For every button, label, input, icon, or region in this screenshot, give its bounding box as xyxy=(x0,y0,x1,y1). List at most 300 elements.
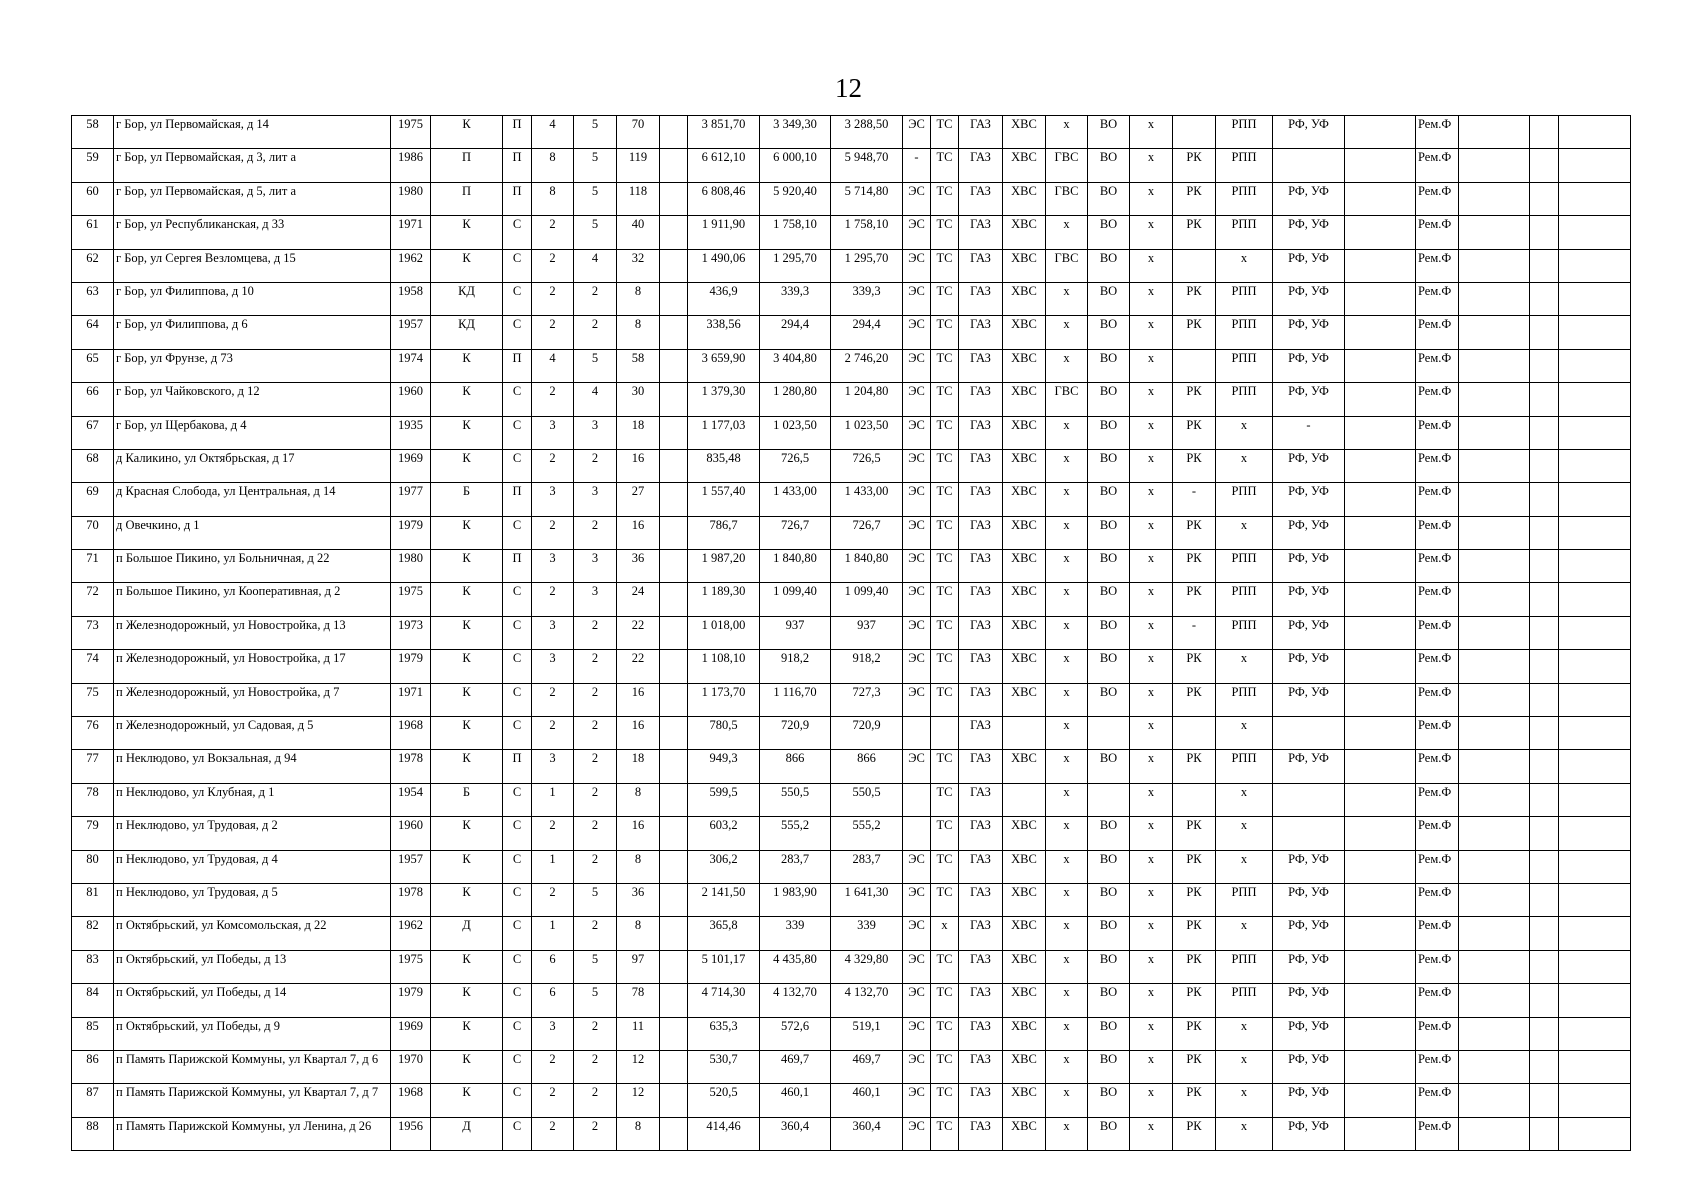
table-cell: 8 xyxy=(617,850,660,883)
table-cell xyxy=(1459,950,1530,983)
table-cell: ЭС xyxy=(903,683,931,716)
table-cell xyxy=(1345,817,1416,850)
table-cell xyxy=(1459,449,1530,482)
table-cell: ЭС xyxy=(903,616,931,649)
table-cell: РПП xyxy=(1216,316,1273,349)
table-cell: ТС xyxy=(931,149,959,182)
table-cell: ТС xyxy=(931,216,959,249)
table-cell xyxy=(1345,383,1416,416)
table-cell: РПП xyxy=(1216,349,1273,382)
table-cell: 1 490,06 xyxy=(688,249,760,282)
table-cell: Рем.Ф xyxy=(1416,116,1459,149)
table-cell: РК xyxy=(1173,182,1216,215)
table-cell: ХВС xyxy=(1003,1117,1046,1150)
table-cell: х xyxy=(1130,282,1173,315)
table-cell: 635,3 xyxy=(688,1017,760,1050)
table-row xyxy=(72,349,1631,382)
table-cell: 2 xyxy=(574,1017,617,1050)
table-cell: РФ, УФ xyxy=(1273,1050,1345,1083)
table-cell: РФ, УФ xyxy=(1273,650,1345,683)
table-cell: 2 xyxy=(574,616,617,649)
table-cell xyxy=(1345,850,1416,883)
table-cell: 1980 xyxy=(391,182,431,215)
table-cell: ГАЗ xyxy=(959,416,1003,449)
table-cell: ГАЗ xyxy=(959,1050,1003,1083)
table-cell: 5 xyxy=(574,349,617,382)
table-cell: ГАЗ xyxy=(959,883,1003,916)
table-cell: РФ, УФ xyxy=(1273,249,1345,282)
table-cell: ТС xyxy=(931,850,959,883)
table-cell: 2 xyxy=(574,1050,617,1083)
row-number-cell: 83 xyxy=(72,950,114,983)
table-cell: Д xyxy=(431,1117,503,1150)
table-cell xyxy=(1459,316,1530,349)
table-cell: С xyxy=(503,984,532,1017)
table-cell: 360,4 xyxy=(831,1117,903,1150)
table-cell: С xyxy=(503,717,532,750)
table-cell: РК xyxy=(1173,750,1216,783)
table-cell: х xyxy=(1046,116,1088,149)
table-cell: ЭС xyxy=(903,883,931,916)
table-cell: РФ, УФ xyxy=(1273,984,1345,1017)
table-cell xyxy=(660,483,688,516)
row-number-cell: 81 xyxy=(72,883,114,916)
address-cell: п Октябрьский, ул Победы, д 14 xyxy=(114,984,391,1017)
table-cell: К xyxy=(431,116,503,149)
table-cell: ЭС xyxy=(903,182,931,215)
table-cell: ВО xyxy=(1088,683,1130,716)
table-cell: С xyxy=(503,683,532,716)
table-cell: х xyxy=(1046,1117,1088,1150)
table-cell: С xyxy=(503,316,532,349)
row-number-cell: 87 xyxy=(72,1084,114,1117)
table-cell: ВО xyxy=(1088,449,1130,482)
table-cell: 1969 xyxy=(391,1017,431,1050)
row-number-cell: 76 xyxy=(72,717,114,750)
table-cell: ХВС xyxy=(1003,616,1046,649)
table-cell: 6 000,10 xyxy=(760,149,831,182)
table-cell: П xyxy=(503,182,532,215)
table-cell: 70 xyxy=(617,116,660,149)
table-cell: ТС xyxy=(931,416,959,449)
table-cell: 2 xyxy=(532,1117,574,1150)
table-cell: РФ, УФ xyxy=(1273,583,1345,616)
table-cell: С xyxy=(503,383,532,416)
table-cell: ХВС xyxy=(1003,683,1046,716)
table-row xyxy=(72,650,1631,683)
table-cell xyxy=(1345,650,1416,683)
table-cell: х xyxy=(1046,750,1088,783)
table-cell: ВО xyxy=(1088,116,1130,149)
table-cell: РК xyxy=(1173,683,1216,716)
table-cell: ГАЗ xyxy=(959,316,1003,349)
table-cell: С xyxy=(503,1117,532,1150)
table-cell: ТС xyxy=(931,182,959,215)
table-cell: 1 023,50 xyxy=(831,416,903,449)
table-cell: Рем.Ф xyxy=(1416,950,1459,983)
table-cell: 18 xyxy=(617,416,660,449)
table-cell: Рем.Ф xyxy=(1416,917,1459,950)
table-cell: 78 xyxy=(617,984,660,1017)
table-cell xyxy=(660,383,688,416)
table-cell: РФ, УФ xyxy=(1273,1017,1345,1050)
table-cell xyxy=(1459,984,1530,1017)
row-number-cell: 73 xyxy=(72,616,114,649)
table-cell: 1935 xyxy=(391,416,431,449)
table-cell xyxy=(1559,349,1631,382)
table-cell xyxy=(1345,516,1416,549)
table-cell: 1 099,40 xyxy=(831,583,903,616)
table-cell xyxy=(1345,249,1416,282)
table-cell: ХВС xyxy=(1003,917,1046,950)
table-cell xyxy=(1530,583,1559,616)
table-cell: 1 987,20 xyxy=(688,550,760,583)
table-cell xyxy=(660,850,688,883)
table-cell: РПП xyxy=(1216,282,1273,315)
table-cell xyxy=(660,583,688,616)
table-cell: Рем.Ф xyxy=(1416,717,1459,750)
table-cell: х xyxy=(1046,917,1088,950)
table-cell: 294,4 xyxy=(760,316,831,349)
table-cell: ТС xyxy=(931,783,959,816)
table-cell xyxy=(660,1050,688,1083)
table-cell: ГАЗ xyxy=(959,449,1003,482)
table-cell: ВО xyxy=(1088,216,1130,249)
table-cell: 5 xyxy=(574,116,617,149)
table-cell: 3 xyxy=(574,483,617,516)
table-cell xyxy=(1173,349,1216,382)
table-cell xyxy=(1559,216,1631,249)
table-cell: РФ, УФ xyxy=(1273,349,1345,382)
table-row xyxy=(72,1117,1631,1150)
table-cell: х xyxy=(1046,650,1088,683)
table-cell xyxy=(1530,817,1559,850)
table-cell: х xyxy=(1216,416,1273,449)
table-cell: 360,4 xyxy=(760,1117,831,1150)
table-cell: ГАЗ xyxy=(959,483,1003,516)
row-number-cell: 74 xyxy=(72,650,114,683)
table-cell: ВО xyxy=(1088,950,1130,983)
table-cell: Рем.Ф xyxy=(1416,783,1459,816)
table-cell xyxy=(1559,1017,1631,1050)
table-cell: 2 xyxy=(532,216,574,249)
table-row xyxy=(72,516,1631,549)
table-cell: РФ, УФ xyxy=(1273,516,1345,549)
table-cell: РК xyxy=(1173,583,1216,616)
table-cell: х xyxy=(1046,483,1088,516)
table-cell: ВО xyxy=(1088,850,1130,883)
table-cell: 3 xyxy=(532,650,574,683)
table-cell: 8 xyxy=(617,282,660,315)
table-cell: ТС xyxy=(931,1117,959,1150)
row-number-cell: 86 xyxy=(72,1050,114,1083)
table-cell: РК xyxy=(1173,383,1216,416)
table-cell: 519,1 xyxy=(831,1017,903,1050)
row-number-cell: 69 xyxy=(72,483,114,516)
table-cell: 283,7 xyxy=(831,850,903,883)
table-row xyxy=(72,182,1631,215)
table-cell xyxy=(1559,950,1631,983)
table-cell: 1962 xyxy=(391,249,431,282)
table-row xyxy=(72,750,1631,783)
table-cell: Рем.Ф xyxy=(1416,850,1459,883)
table-cell: Д xyxy=(431,917,503,950)
table-cell: ЭС xyxy=(903,316,931,349)
table-cell: 8 xyxy=(532,149,574,182)
table-cell: 4 xyxy=(532,116,574,149)
table-cell xyxy=(1530,783,1559,816)
table-cell: 555,2 xyxy=(760,817,831,850)
table-cell xyxy=(1530,683,1559,716)
table-cell: х xyxy=(1130,1017,1173,1050)
table-cell: ТС xyxy=(931,282,959,315)
table-cell: ГАЗ xyxy=(959,249,1003,282)
table-cell: 530,7 xyxy=(688,1050,760,1083)
table-cell: 4 132,70 xyxy=(760,984,831,1017)
table-cell: РК xyxy=(1173,550,1216,583)
table-cell: 1960 xyxy=(391,817,431,850)
table-cell: С xyxy=(503,850,532,883)
table-cell xyxy=(1273,149,1345,182)
table-cell: Рем.Ф xyxy=(1416,282,1459,315)
table-cell: 918,2 xyxy=(760,650,831,683)
table-cell: 3 xyxy=(574,416,617,449)
table-row xyxy=(72,717,1631,750)
table-cell: 726,5 xyxy=(831,449,903,482)
table-cell: х xyxy=(1216,1050,1273,1083)
table-row xyxy=(72,984,1631,1017)
table-cell: РФ, УФ xyxy=(1273,483,1345,516)
table-cell: х xyxy=(1130,984,1173,1017)
table-cell: С xyxy=(503,917,532,950)
table-cell: 3 xyxy=(532,483,574,516)
table-cell: К xyxy=(431,1017,503,1050)
table-cell xyxy=(660,984,688,1017)
table-cell: х xyxy=(1046,349,1088,382)
table-cell: х xyxy=(1046,783,1088,816)
table-cell: ГАЗ xyxy=(959,950,1003,983)
table-cell: Рем.Ф xyxy=(1416,750,1459,783)
table-cell: ЭС xyxy=(903,550,931,583)
table-cell: 1980 xyxy=(391,550,431,583)
table-cell: ТС xyxy=(931,316,959,349)
table-cell: 1 099,40 xyxy=(760,583,831,616)
address-cell: п Неклюдово, ул Клубная, д 1 xyxy=(114,783,391,816)
table-cell: Рем.Ф xyxy=(1416,449,1459,482)
table-cell: ХВС xyxy=(1003,950,1046,983)
table-cell: ВО xyxy=(1088,883,1130,916)
table-cell: ГАЗ xyxy=(959,1084,1003,1117)
table-cell: х xyxy=(1046,984,1088,1017)
table-cell xyxy=(1559,249,1631,282)
table-cell: 1969 xyxy=(391,449,431,482)
table-cell: ЭС xyxy=(903,850,931,883)
table-cell xyxy=(1345,683,1416,716)
table-cell: РК xyxy=(1173,1084,1216,1117)
table-cell: 30 xyxy=(617,383,660,416)
table-cell: 726,5 xyxy=(760,449,831,482)
address-cell: г Бор, ул Фрунзе, д 73 xyxy=(114,349,391,382)
table-cell: К xyxy=(431,383,503,416)
table-cell: 22 xyxy=(617,616,660,649)
table-cell: РК xyxy=(1173,516,1216,549)
table-cell: 1975 xyxy=(391,583,431,616)
table-row xyxy=(72,416,1631,449)
table-cell xyxy=(1459,349,1530,382)
table-cell: ЭС xyxy=(903,917,931,950)
table-cell: С xyxy=(503,650,532,683)
table-row xyxy=(72,383,1631,416)
table-cell xyxy=(1530,1050,1559,1083)
table-cell: 3 404,80 xyxy=(760,349,831,382)
table-cell: ХВС xyxy=(1003,116,1046,149)
address-cell: г Бор, ул Филиппова, д 6 xyxy=(114,316,391,349)
table-cell: 339 xyxy=(831,917,903,950)
row-number-cell: 63 xyxy=(72,282,114,315)
table-cell: ТС xyxy=(931,650,959,683)
table-cell xyxy=(660,950,688,983)
table-cell xyxy=(903,817,931,850)
table-cell: 4 xyxy=(574,383,617,416)
address-cell: п Октябрьский, ул Комсомольская, д 22 xyxy=(114,917,391,950)
table-cell: 603,2 xyxy=(688,817,760,850)
table-cell: 1 840,80 xyxy=(831,550,903,583)
row-number-cell: 65 xyxy=(72,349,114,382)
table-cell: 8 xyxy=(617,316,660,349)
table-cell xyxy=(660,216,688,249)
table-cell: РФ, УФ xyxy=(1273,383,1345,416)
table-cell: ХВС xyxy=(1003,349,1046,382)
row-number-cell: 60 xyxy=(72,182,114,215)
table-cell: Рем.Ф xyxy=(1416,316,1459,349)
table-cell: х xyxy=(1046,416,1088,449)
table-cell xyxy=(1088,717,1130,750)
table-row xyxy=(72,917,1631,950)
table-cell: С xyxy=(503,1084,532,1117)
table-cell: х xyxy=(1130,1050,1173,1083)
table-row xyxy=(72,483,1631,516)
table-cell: ТС xyxy=(931,550,959,583)
table-cell xyxy=(1345,750,1416,783)
table-cell: х xyxy=(1046,1084,1088,1117)
table-cell xyxy=(1459,216,1530,249)
table-cell xyxy=(1345,349,1416,382)
table-cell: ЭС xyxy=(903,516,931,549)
table-cell: 1957 xyxy=(391,850,431,883)
table-cell xyxy=(1173,249,1216,282)
table-cell: 786,7 xyxy=(688,516,760,549)
table-cell: ГАЗ xyxy=(959,717,1003,750)
table-cell: 40 xyxy=(617,216,660,249)
table-cell: х xyxy=(1130,1084,1173,1117)
table-cell xyxy=(1530,449,1559,482)
table-cell: х xyxy=(1046,717,1088,750)
table-cell: РПП xyxy=(1216,583,1273,616)
table-cell: С xyxy=(503,1050,532,1083)
table-cell xyxy=(1459,149,1530,182)
table-cell: 1 295,70 xyxy=(760,249,831,282)
table-cell: 1 295,70 xyxy=(831,249,903,282)
table-cell: 720,9 xyxy=(831,717,903,750)
table-row xyxy=(72,783,1631,816)
table-cell: ТС xyxy=(931,683,959,716)
table-cell: РПП xyxy=(1216,216,1273,249)
table-cell xyxy=(1530,917,1559,950)
table-cell: ТС xyxy=(931,984,959,1017)
table-cell: 5 xyxy=(574,216,617,249)
table-cell: ГАЗ xyxy=(959,616,1003,649)
table-cell: К xyxy=(431,249,503,282)
table-cell: 365,8 xyxy=(688,917,760,950)
table-cell xyxy=(660,1117,688,1150)
table-cell: 4 132,70 xyxy=(831,984,903,1017)
table-cell: 22 xyxy=(617,650,660,683)
table-cell: РФ, УФ xyxy=(1273,616,1345,649)
table-cell: РФ, УФ xyxy=(1273,950,1345,983)
table-cell: х xyxy=(1130,950,1173,983)
table-cell: Рем.Ф xyxy=(1416,249,1459,282)
table-cell xyxy=(1530,950,1559,983)
table-cell: х xyxy=(1130,750,1173,783)
table-cell: Рем.Ф xyxy=(1416,616,1459,649)
address-cell: п Неклюдово, ул Вокзальная, д 94 xyxy=(114,750,391,783)
address-cell: д Красная Слобода, ул Центральная, д 14 xyxy=(114,483,391,516)
table-cell: 2 xyxy=(532,683,574,716)
table-cell: 5 101,17 xyxy=(688,950,760,983)
table-cell: х xyxy=(1130,883,1173,916)
table-cell: 32 xyxy=(617,249,660,282)
table-cell: РК xyxy=(1173,1117,1216,1150)
table-cell: РФ, УФ xyxy=(1273,683,1345,716)
table-cell xyxy=(1559,116,1631,149)
table-cell xyxy=(1459,516,1530,549)
table-cell: Рем.Ф xyxy=(1416,650,1459,683)
table-cell xyxy=(1530,717,1559,750)
table-cell: 1 641,30 xyxy=(831,883,903,916)
table-row xyxy=(72,149,1631,182)
table-cell: ХВС xyxy=(1003,216,1046,249)
table-cell: 3 xyxy=(532,550,574,583)
table-row xyxy=(72,616,1631,649)
table-cell: ВО xyxy=(1088,349,1130,382)
table-cell: 835,48 xyxy=(688,449,760,482)
table-cell xyxy=(1459,583,1530,616)
table-cell: ТС xyxy=(931,349,959,382)
table-cell: ХВС xyxy=(1003,249,1046,282)
table-cell xyxy=(1459,817,1530,850)
table-cell: 2 xyxy=(574,817,617,850)
table-cell: РФ, УФ xyxy=(1273,316,1345,349)
row-number-cell: 88 xyxy=(72,1117,114,1150)
table-cell: ЭС xyxy=(903,249,931,282)
table-cell: РФ, УФ xyxy=(1273,883,1345,916)
table-cell xyxy=(1559,783,1631,816)
table-cell xyxy=(1559,650,1631,683)
table-cell: 27 xyxy=(617,483,660,516)
table-cell: ВО xyxy=(1088,817,1130,850)
table-cell xyxy=(1559,917,1631,950)
table-cell: 2 xyxy=(574,683,617,716)
table-cell: ВО xyxy=(1088,583,1130,616)
table-cell: ГАЗ xyxy=(959,850,1003,883)
table-cell: 599,5 xyxy=(688,783,760,816)
row-number-cell: 77 xyxy=(72,750,114,783)
table-cell: х xyxy=(1130,817,1173,850)
table-cell xyxy=(1345,316,1416,349)
table-cell: ГАЗ xyxy=(959,149,1003,182)
table-row xyxy=(72,1050,1631,1083)
table-cell: С xyxy=(503,216,532,249)
